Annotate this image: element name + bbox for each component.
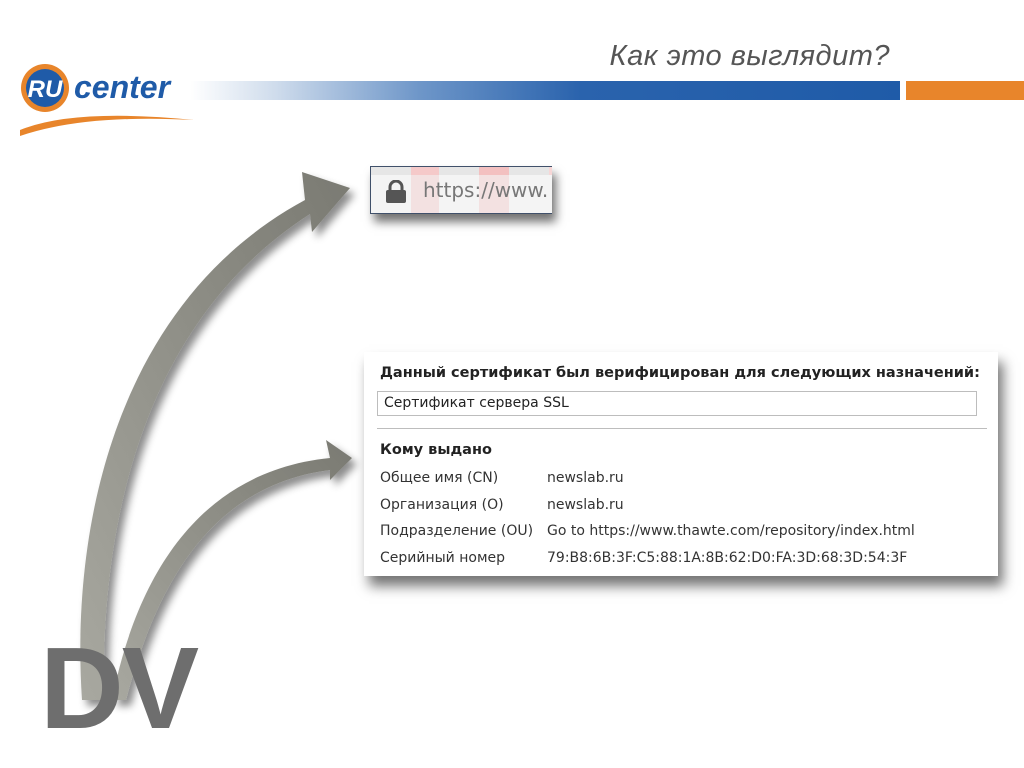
arrow-to-urlbar — [80, 172, 350, 700]
issued-to-title: Кому выдано — [380, 442, 492, 458]
cert-row-value: Go to https://www.thawte.com/repository/index.html — [547, 523, 915, 539]
url-text: https://www. — [423, 178, 549, 202]
cert-row-organization — [380, 497, 980, 517]
divider — [377, 428, 987, 429]
cert-row-label: Организация (O) — [380, 497, 504, 513]
lock-icon — [385, 180, 407, 204]
cert-row-common-name — [380, 470, 980, 490]
cert-row-org-unit — [380, 523, 980, 543]
purpose-title: Данный сертификат был верифицирован для следующих назначений: — [380, 365, 980, 381]
address-bar — [370, 166, 552, 214]
cert-row-label: Серийный номер — [380, 550, 506, 566]
cert-row-value: newslab.ru — [547, 470, 624, 486]
certificate-panel — [364, 352, 998, 576]
logo-center-text: center — [74, 69, 171, 105]
cert-row-serial-number — [380, 550, 980, 570]
cert-row-label: Общее имя (CN) — [380, 470, 499, 486]
cert-row-value: 79:B8:6B:3F:C5:88:1A:8B:62:D0:FA:3D:68:3D:54:3F — [547, 550, 908, 566]
dv-label: DV — [40, 623, 198, 753]
cert-row-value: newslab.ru — [547, 497, 624, 513]
purpose-field: Сертификат сервера SSL — [377, 391, 977, 416]
tab-stripe — [371, 167, 552, 175]
slide-title: Как это выглядит? — [609, 40, 890, 72]
logo-ru-text: RU — [27, 76, 63, 103]
cert-row-label: Подразделение (OU) — [380, 523, 534, 539]
